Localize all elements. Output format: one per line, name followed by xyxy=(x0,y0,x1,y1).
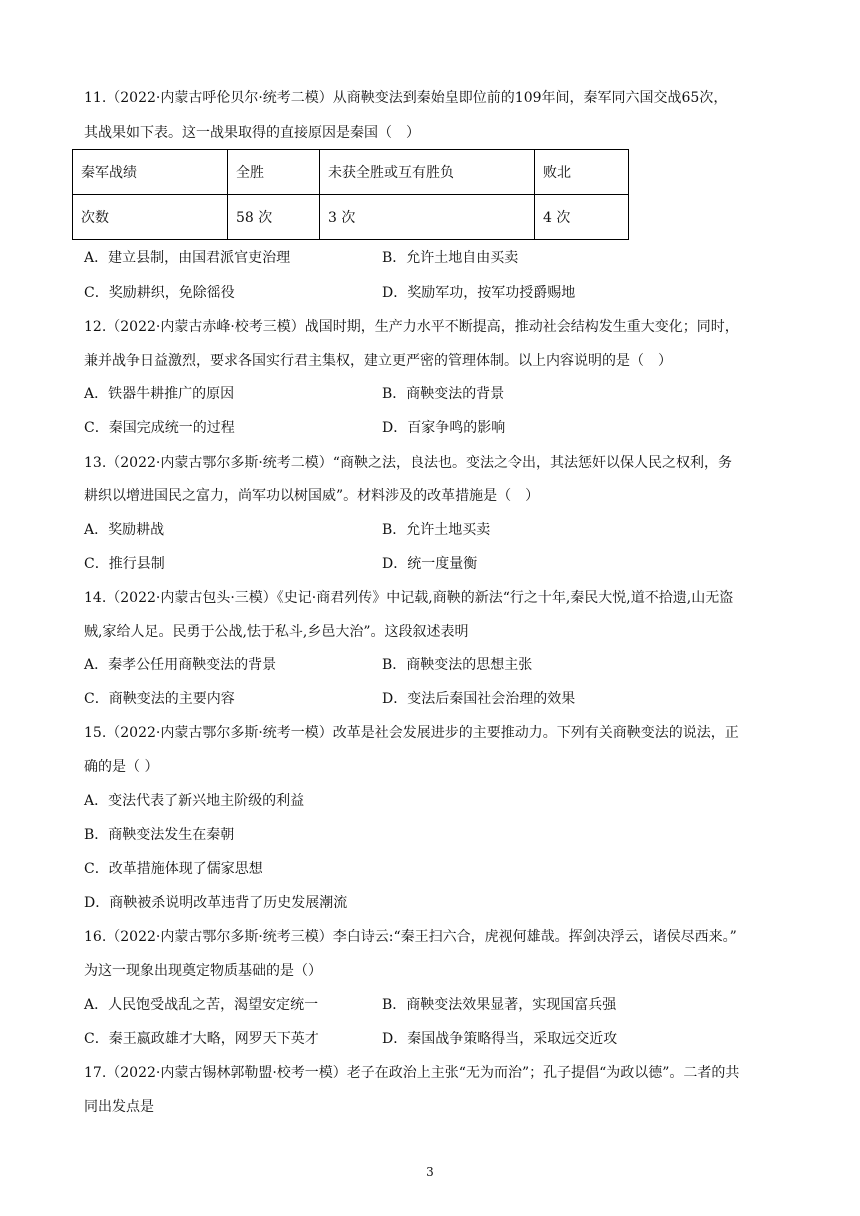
q14-option-b[interactable]: B．商鞅变法的思想主张 xyxy=(382,657,533,673)
q15-option-a[interactable]: A．变法代表了新兴地主阶级的利益 xyxy=(84,793,305,809)
q15-line-2: 确的是（ ） xyxy=(84,759,159,775)
q14-option-c[interactable]: C．商鞅变法的主要内容 xyxy=(84,691,235,707)
table-header-cell: 秦军战绩 xyxy=(73,150,228,195)
q15-option-b[interactable]: B．商鞅变法发生在秦朝 xyxy=(84,827,235,843)
q15-option-d[interactable]: D．商鞅被杀说明改革违背了历史发展潮流 xyxy=(84,895,348,911)
q13-line-1: 13.（2022·内蒙古鄂尔多斯·统考二模）“商鞅之法，良法也。变法之令出，其法惩奸以保人民之权利，务 xyxy=(84,455,732,471)
q11-line-2: 其战果如下表。这一战果取得的直接原因是秦国（ ） xyxy=(84,125,420,141)
table-header-cell: 未获全胜或互有胜负 xyxy=(320,150,535,195)
battle-results-table xyxy=(72,149,629,240)
table-header-cell: 全胜 xyxy=(228,150,320,195)
q16-line-1: 16.（2022·内蒙古鄂尔多斯·统考三模）李白诗云:“秦王扫六合，虎视何雄哉。挥剑决浮云，诸侯尽西来。” xyxy=(84,929,737,945)
q17-line-1: 17.（2022·内蒙古锡林郭勒盟·校考一模）老子在政治上主张“无为而治”；孔子提倡“为政以德”。二者的共 xyxy=(84,1065,740,1081)
q11-option-d[interactable]: D．奖励军功，按军功授爵赐地 xyxy=(382,285,576,301)
table-header-cell: 败北 xyxy=(535,150,629,195)
q12-option-a[interactable]: A．铁器牛耕推广的原因 xyxy=(84,386,235,402)
q12-line-2: 兼并战争日益激烈，要求各国实行君主集权，建立更严密的管理体制。以上内容说明的是（ ） xyxy=(84,353,672,369)
q15-line-1: 15.（2022·内蒙古鄂尔多斯·统考一模）改革是社会发展进步的主要推动力。下列有关商鞅变法的说法，正 xyxy=(84,725,739,741)
q12-option-c[interactable]: C．秦国完成统一的过程 xyxy=(84,420,235,436)
table-row xyxy=(73,150,629,195)
q12-option-b[interactable]: B．商鞅变法的背景 xyxy=(382,386,505,402)
q16-option-a[interactable]: A．人民饱受战乱之苦，渴望安定统一 xyxy=(84,997,319,1013)
table-cell: 次数 xyxy=(73,195,228,240)
table-cell: 58 次 xyxy=(228,195,320,240)
q14-line-1: 14.（2022·内蒙古包头·三模）《史记·商君列传》中记载,商鞅的新法“行之十年,秦民大悦,道不拾遗,山无盗 xyxy=(84,590,734,606)
q13-line-2: 耕织以增进国民之富力，尚军功以树国威”。材料涉及的改革措施是（ ） xyxy=(84,488,540,504)
q13-option-a[interactable]: A．奖励耕战 xyxy=(84,522,165,538)
q12-line-1: 12.（2022·内蒙古赤峰·校考三模）战国时期，生产力水平不断提高，推动社会结构发生重大变化；同时， xyxy=(84,319,739,335)
q14-line-2: 贼,家给人足。民勇于公战,怯于私斗,乡邑大治”。这段叙述表明 xyxy=(84,624,469,640)
q11-option-b[interactable]: B．允许土地自由买卖 xyxy=(382,250,519,266)
q17-line-2: 同出发点是 xyxy=(84,1099,154,1115)
q16-option-b[interactable]: B．商鞅变法效果显著，实现国富兵强 xyxy=(382,997,617,1013)
q11-option-a[interactable]: A．建立县制，由国君派官吏治理 xyxy=(84,250,291,266)
q11-option-c[interactable]: C．奖励耕织，免除徭役 xyxy=(84,285,235,301)
q14-option-d[interactable]: D．变法后秦国社会治理的效果 xyxy=(382,691,576,707)
page-number: 3 xyxy=(426,1165,434,1179)
q12-option-d[interactable]: D．百家争鸣的影响 xyxy=(382,420,506,436)
q16-line-2: 为这一现象出现奠定物质基础的是（） xyxy=(84,963,322,979)
table-cell: 3 次 xyxy=(320,195,535,240)
q14-option-a[interactable]: A．秦孝公任用商鞅变法的背景 xyxy=(84,657,277,673)
q13-option-b[interactable]: B．允许土地买卖 xyxy=(382,522,491,538)
table-cell: 4 次 xyxy=(535,195,629,240)
q16-option-c[interactable]: C．秦王嬴政雄才大略，网罗天下英才 xyxy=(84,1031,319,1047)
table-row xyxy=(73,195,629,240)
q11-line-1: 11.（2022·内蒙古呼伦贝尔·统考二模）从商鞅变法到秦始皇即位前的109年间，秦军同六国交战65次， xyxy=(84,90,728,106)
q13-option-c[interactable]: C．推行县制 xyxy=(84,556,165,572)
q16-option-d[interactable]: D．秦国战争策略得当，采取远交近攻 xyxy=(382,1031,618,1047)
q15-option-c[interactable]: C．改革措施体现了儒家思想 xyxy=(84,861,263,877)
q13-option-d[interactable]: D．统一度量衡 xyxy=(382,556,478,572)
